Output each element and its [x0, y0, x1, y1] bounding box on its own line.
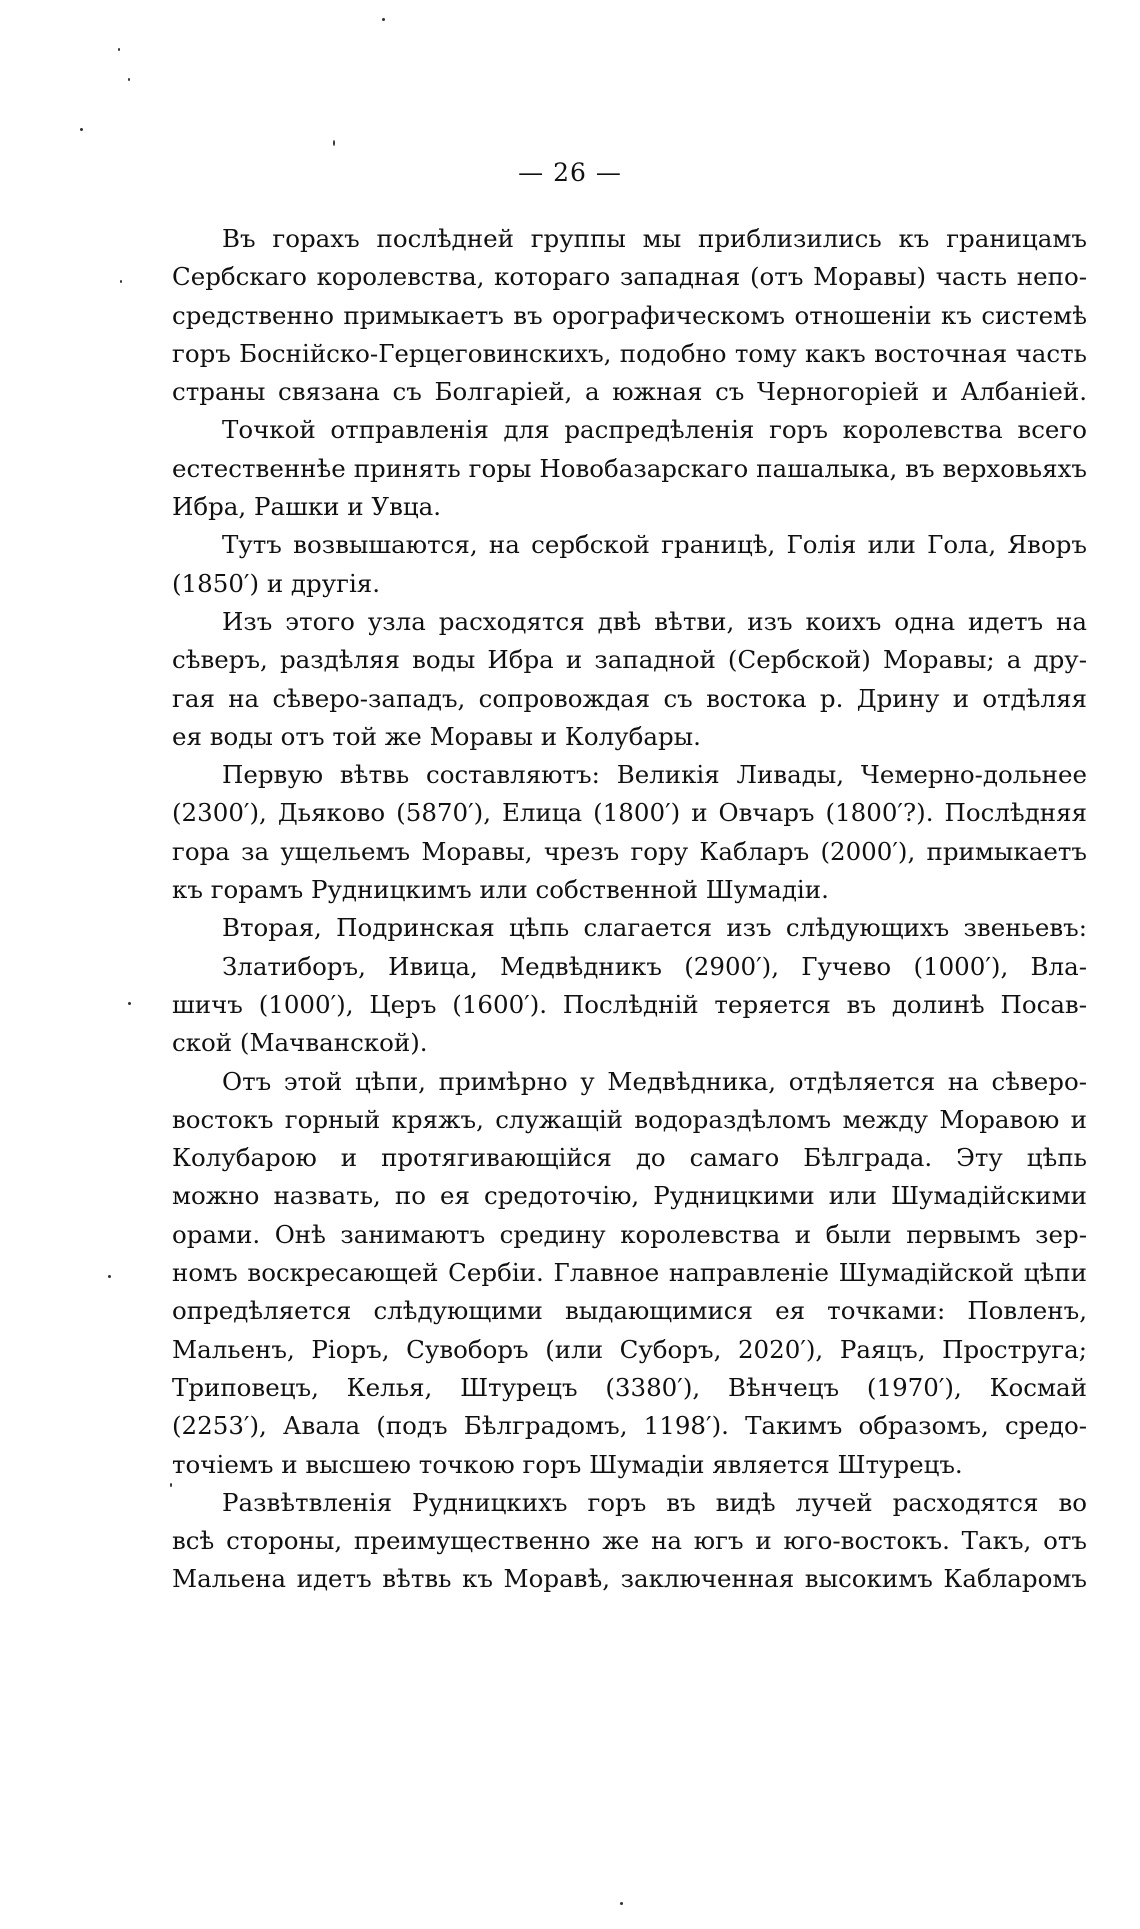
text-line: гая на сѣверо-западъ, сопровождая съ востока р. Дрину и отдѣляя [172, 683, 1087, 713]
text-line: Тутъ возвышаются, на сербской границѣ, Голія или Гола, Яворъ [222, 530, 1087, 560]
text-line: гора за ущельемъ Моравы, чрезъ гору Кабларъ (2000′), примыкаетъ [172, 836, 1087, 866]
text-line: Триповецъ, Келья, Штурецъ (3380′), Вѣнчецъ (1970′), Космай [172, 1372, 1087, 1402]
text-line: (2300′), Дьяково (5870′), Елица (1800′) и Овчаръ (1800′?). Послѣдняя [172, 798, 1087, 828]
text-line: естественнѣе принять горы Новобазарскаго пашалыка, въ верховьяхъ [172, 453, 1087, 483]
text-line: Мальена идетъ вѣтвь къ Моравѣ, заключенная высокимъ Кабларомъ [172, 1564, 1087, 1594]
text-line: Отъ этой цѣпи, примѣрно у Медвѣдника, отдѣляется на сѣверо- [222, 1066, 1087, 1096]
text-line: Сербскаго королевства, котораго западная (отъ Моравы) часть непо- [172, 262, 1087, 292]
text-line: востокъ горный кряжъ, служащій водораздѣломъ между Моравою и [172, 1104, 1087, 1134]
text-line: точіемъ и высшею точкою горъ Шумадіи является Штурецъ. [172, 1449, 963, 1479]
text-line: Точкой отправленія для распредѣленія горъ королевства всего [222, 415, 1087, 445]
scan-speck [128, 1002, 131, 1005]
text-line: Ибра, Рашки и Увца. [172, 492, 442, 522]
text-line: Развѣтвленія Рудницкихъ горъ въ видѣ лучей расходятся во [222, 1487, 1087, 1517]
paragraph [172, 756, 1087, 909]
text-line: горъ Боснійско-Герцеговинскихъ, подобно тому какъ восточная часть [172, 338, 1087, 368]
text-line: къ горамъ Рудницкимъ или собственной Шумадіи. [172, 875, 829, 905]
scan-speck [382, 18, 385, 21]
text-line: Вторая, Подринская цѣпь слагается изъ слѣдующихъ звеньевъ: [222, 913, 1087, 943]
text-line: Колубарою и протягивающійся до самаго Бѣлграда. Эту цѣпь [172, 1143, 1087, 1173]
scan-speck [128, 78, 130, 81]
text-line: орами. Онѣ занимаютъ средину королевства и были первымъ зер- [172, 1219, 1087, 1249]
text-line: страны связана съ Болгаріей, а южная съ Черногоріей и Албаніей. [172, 377, 1087, 407]
text-line: Изъ этого узла расходятся двѣ вѣтви, изъ коихъ одна идетъ на [222, 606, 1087, 636]
paragraph [172, 411, 1087, 526]
scan-speck [118, 48, 120, 51]
text-line: (1850′) и другія. [172, 568, 381, 598]
text-line: Мальенъ, Ріоръ, Сувоборъ (или Суборъ, 2020′), Раяцъ, Проструга; [172, 1334, 1087, 1364]
text-line: Златиборъ, Ивица, Медвѣдникъ (2900′), Гучево (1000′), Вла- [222, 951, 1087, 981]
text-line: номъ воскресающей Сербіи. Главное направленіе Шумадійской цѣпи [172, 1258, 1087, 1288]
scan-speck [80, 128, 83, 131]
text-line: опредѣляется слѣдующими выдающимися ея точками: Повленъ, [172, 1296, 1087, 1326]
paragraph [172, 603, 1087, 756]
page-number: — 26 — [518, 158, 622, 187]
text-line: (2253′), Авала (подъ Бѣлградомъ, 1198′). Такимъ образомъ, средо- [172, 1411, 1087, 1441]
paragraph [172, 526, 1087, 603]
scan-speck [108, 1275, 111, 1278]
text-line: шичъ (1000′), Церъ (1600′). Послѣдній теряется въ долинѣ Посав- [172, 989, 1087, 1019]
scan-speck [620, 1902, 623, 1905]
paragraph [172, 1063, 1087, 1484]
paragraph [172, 1484, 1087, 1599]
text-line: средственно примыкаетъ въ орографическомъ отношеніи къ системѣ [172, 300, 1087, 330]
paragraph [172, 909, 1087, 1062]
scan-speck [120, 280, 122, 283]
text-line: Первую вѣтвь составляютъ: Великія Ливады, Чемерно-дольнее [222, 760, 1087, 790]
text-line: сѣверъ, раздѣляя воды Ибра и западной (Сербской) Моравы; а дру- [172, 645, 1087, 675]
text-line: всѣ стороны, преимущественно же на югъ и юго-востокъ. Такъ, отъ [172, 1526, 1087, 1556]
paragraph [172, 220, 1087, 411]
body-text [172, 220, 1087, 1599]
text-line: ея воды отъ той же Моравы и Колубары. [172, 721, 701, 751]
text-line: можно назвать, по ея средоточію, Рудницкими или Шумадійскими [172, 1181, 1087, 1211]
text-line: Въ горахъ послѣдней группы мы приблизились къ границамъ [222, 224, 1087, 253]
scan-speck [333, 140, 335, 146]
text-line: ской (Мачванской). [172, 1028, 428, 1058]
